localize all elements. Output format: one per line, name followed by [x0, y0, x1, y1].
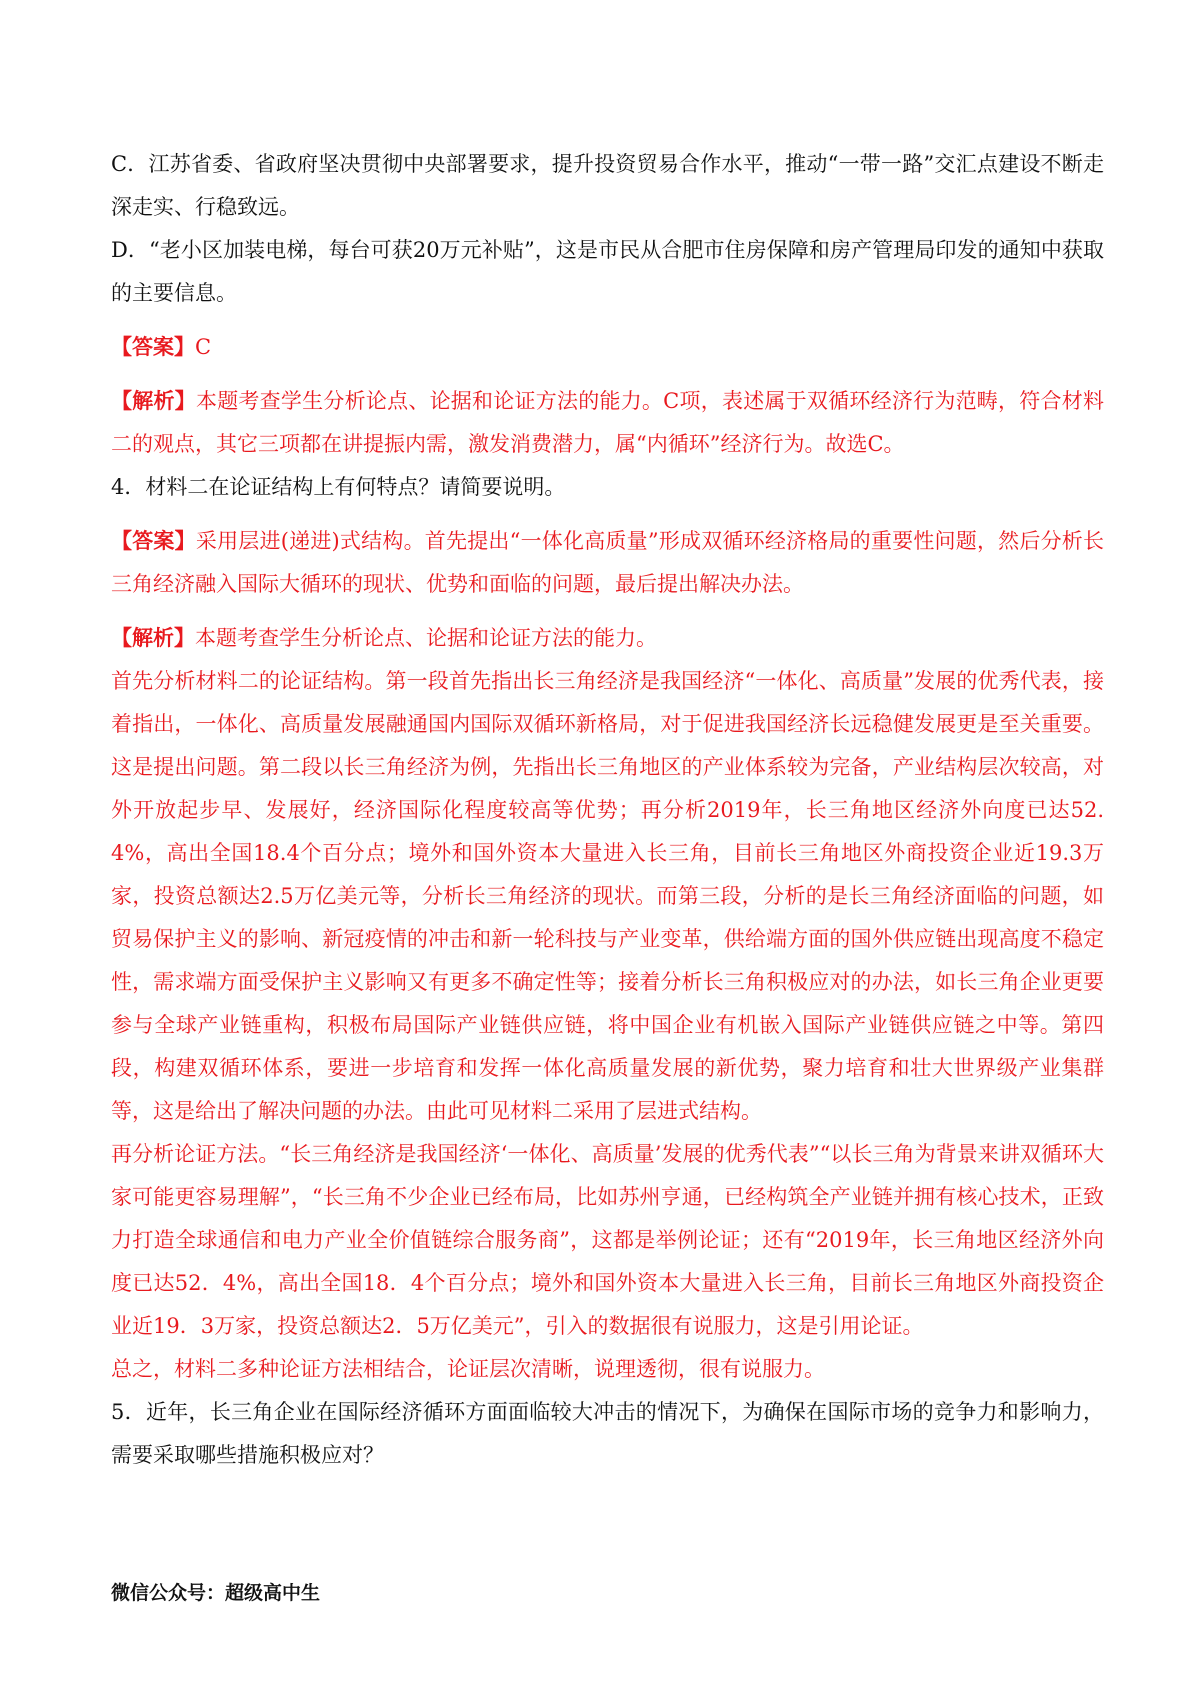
q5-question: 5．近年，长三角企业在国际经济循环方面面临较大冲击的情况下，为确保在国际市场的竞争力和影响力，需要采取哪些措施积极应对？ [111, 1400, 1104, 1467]
q4-analysis-para-1: 首先分析材料二的论证结构。第一段首先指出长三角经济是我国经济“一体化、高质量”发展的优秀代表，接着指出，一体化、高质量发展融通国内国际双循环新格局，对于促进我国经济长远稳健发展更是至关重要。这是提出问题。第二段以长三角经济为例，先指出长三角地区的产业体系较为完备，产业结构层次较高，对外开放起步早、发展好，经济国际化程度较高等优势；再分析2019年，长三角地区经济外向度已达52.4%，高出全国18.4个百分点；境外和国外资本大量进入长三角，目前长三角地区外商投资企业近19.3万家，投资总额达2.5万亿美元等，分析长三角经济的现状。而第三段，分析的是长三角经济面临的问题，如贸易保护主义的影响、新冠疫情的冲击和新一轮科技与产业变革，供给端方面的国外供应链出现高度不稳定性，需求端方面受保护主义影响又有更多不确定性等；接着分析长三角积极应对的办法，如长三角企业更要参与全球产业链重构，积极布局国际产业链供应链，将中国企业有机嵌入国际产业链供应链之中等。第四段，构建双循环体系，要进一步培育和发挥一体化高质量发展的新优势，聚力培育和壮大世界级产业集群等，这是给出了解决问题的办法。由此可见材料二采用了层进式结构。 [111, 669, 1104, 1123]
analysis-tag: 【解析】 [111, 625, 195, 650]
option-c: C．江苏省委、省政府坚决贯彻中央部署要求，提升投资贸易合作水平，推动“一带一路”交汇点建设不断走深走实、行稳致远。 [111, 152, 1104, 219]
analysis-text: 本题考查学生分析论点、论据和论证方法的能力。C项，表述属于双循环经济行为范畴，符合材料二的观点，其它三项都在讲提振内需，激发消费潜力，属“内循环”经济行为。故选C。 [111, 389, 1104, 456]
analysis-text: 本题考查学生分析论点、论据和论证方法的能力。 [195, 626, 657, 650]
option-d: D．“老小区加装电梯，每台可获20万元补贴”，这是市民从合肥市住房保障和房产管理局印发的通知中获取的主要信息。 [111, 238, 1104, 305]
analysis-tag: 【解析】 [111, 388, 196, 413]
answer-text: 采用层进(递进)式结构。首先提出“一体化高质量”形成双循环经济格局的重要性问题，然后分析长三角经济融入国际大循环的现状、优势和面临的问题，最后提出解决办法。 [111, 529, 1105, 596]
footer-wechat: 微信公众号：超级高中生 [111, 1582, 321, 1604]
q3-analysis [111, 379, 1104, 466]
answer-text: C [195, 335, 212, 359]
answer-tag: 【答案】 [111, 334, 195, 359]
q3-answer [111, 325, 1104, 369]
q4-analysis-para-2: 再分析论证方法。“长三角经济是我国经济‘一体化、高质量’发展的优秀代表”“以长三角为背景来讲双循环大家可能更容易理解”，“长三角不少企业已经布局，比如苏州亨通，已经构筑全产业链并拥有核心技术，正致力打造全球通信和电力产业全价值链综合服务商”，这都是举例论证；还有“2019年，长三角地区经济外向度已达52．4%，高出全国18．4个百分点；境外和国外资本大量进入长三角，目前长三角地区外商投资企业近19．3万家，投资总额达2．5万亿美元”，引入的数据很有说服力，这是引用论证。 [111, 1142, 1104, 1338]
q4-analysis-para-3: 总之，材料二多种论证方法相结合，论证层次清晰，说理透彻，很有说服力。 [111, 1357, 825, 1381]
answer-tag: 【答案】 [111, 528, 196, 553]
q4-analysis [111, 616, 1104, 660]
q4-answer [111, 519, 1104, 606]
q4-question: 4．材料二在论证结构上有何特点？请简要说明。 [111, 475, 566, 499]
